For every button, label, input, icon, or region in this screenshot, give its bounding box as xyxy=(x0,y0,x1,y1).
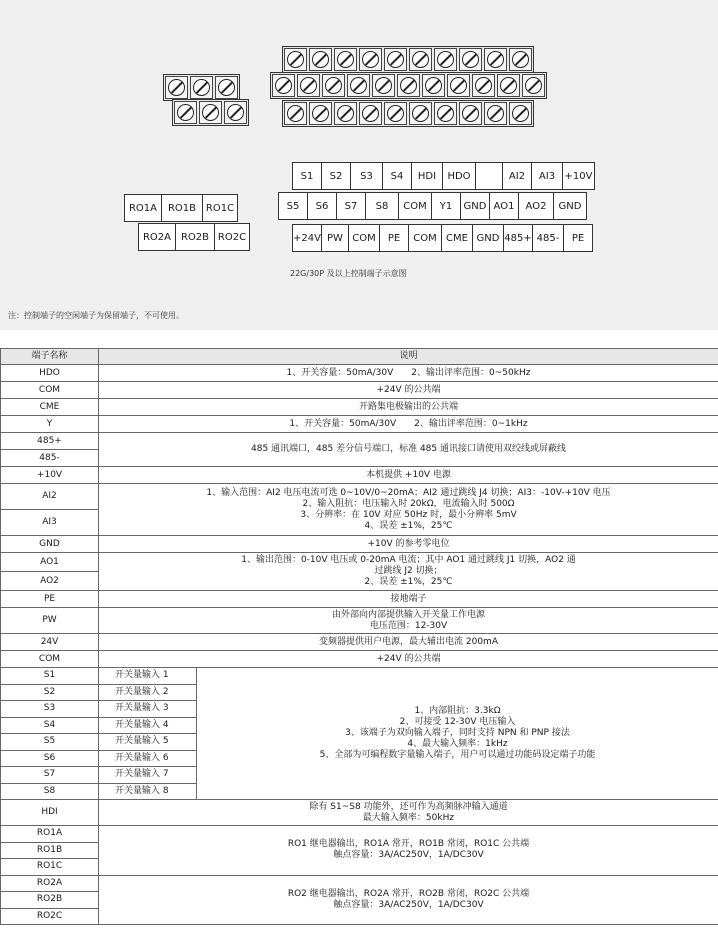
screw-terminal-icon xyxy=(334,102,357,125)
terminal-subname: 开关量输入 7 xyxy=(99,767,197,784)
terminal-label: COM xyxy=(398,192,432,220)
desc-line: 最大输入频率：50kHz xyxy=(362,812,455,823)
terminal-name: PE xyxy=(1,591,99,608)
terminal-label: GND xyxy=(553,192,587,220)
screw-terminal-icon xyxy=(309,48,332,71)
terminal-subname: 开关量输入 2 xyxy=(99,684,197,701)
relay-terminal-row-1 xyxy=(124,194,238,222)
terminal-label: GND xyxy=(472,224,504,252)
terminal-label: S4 xyxy=(382,162,412,190)
screw-terminal-icon xyxy=(284,102,307,125)
terminal-desc: 接地端子 xyxy=(99,591,718,608)
terminal-label: AO1 xyxy=(489,192,519,220)
terminal-name: AI2 xyxy=(1,484,99,510)
terminal-name: S8 xyxy=(1,783,99,800)
diagram-caption: 22G/30P 及以上控制端子示意图 xyxy=(290,269,407,278)
terminal-label: RO2B xyxy=(175,223,215,251)
screw-terminal-icon xyxy=(334,48,357,71)
desc-line: 2、误差 ±1%，25℃ xyxy=(364,577,453,587)
terminal-desc: 485 通讯端口，485 差分信号端口，标准 485 通讯接口请使用双绞线或屏蔽线 xyxy=(99,433,718,467)
terminal-name: 485+ xyxy=(1,433,99,450)
screw-terminal-icon xyxy=(347,74,370,97)
terminal-desc: 开路集电极输出的公共端 xyxy=(99,399,718,416)
desc-line: 3、该端子为双向输入端子，同时支持 NPN 和 PNP 接法 xyxy=(345,728,570,738)
screw-terminal-icon xyxy=(165,76,188,99)
screw-terminal-icon xyxy=(434,102,457,125)
terminal-name: CME xyxy=(1,399,99,416)
terminal-label: S1 xyxy=(292,162,322,190)
terminal-name: AO2 xyxy=(1,572,99,591)
terminal-name: S2 xyxy=(1,684,99,701)
header-terminal-name: 端子名称 xyxy=(1,349,99,365)
terminal-desc xyxy=(99,553,718,591)
desc-line: 由外部向内部提供输入开关量工作电源 xyxy=(332,609,486,620)
terminal-desc: 变频器提供用户电源，最大辅出电流 200mA xyxy=(99,634,718,651)
desc-line: 电压范围：12-30V xyxy=(369,620,448,631)
control-terminal-row-1 xyxy=(292,162,595,190)
screw-block-control-top xyxy=(282,46,534,73)
screw-terminal-icon xyxy=(409,48,432,71)
terminal-name: COM xyxy=(1,651,99,668)
desc-line: 1、输入范围：AI2 电压电流可选 0~10V/0~20mA；AI2 通过跳线 J4 切换；AI3：-10V-+10V 电压 xyxy=(206,487,611,498)
terminal-name: RO1C xyxy=(1,859,99,876)
terminal-subname: 开关量输入 5 xyxy=(99,734,197,751)
screw-terminal-icon xyxy=(359,102,382,125)
screw-terminal-icon xyxy=(409,102,432,125)
terminal-label: RO1A xyxy=(124,194,162,222)
terminal-label: S2 xyxy=(321,162,351,190)
terminal-desc: +24V 的公共端 xyxy=(99,651,718,668)
terminal-label: PW xyxy=(321,224,349,252)
terminal-diagram-panel xyxy=(0,0,718,330)
screw-terminal-icon xyxy=(384,48,407,71)
screw-terminal-icon xyxy=(272,74,295,97)
screw-terminal-icon xyxy=(384,102,407,125)
screw-terminal-icon xyxy=(522,74,545,97)
control-terminal-row-2 xyxy=(278,192,587,220)
screw-block-relay-top xyxy=(163,74,240,101)
terminal-label: S3 xyxy=(350,162,383,190)
terminal-name: HDI xyxy=(1,800,99,826)
screw-block-control-middle xyxy=(270,72,547,99)
screw-terminal-icon xyxy=(215,76,238,99)
screw-terminal-icon xyxy=(459,48,482,71)
terminal-name: AI3 xyxy=(1,510,99,536)
desc-line: 4、最大输入频率：1kHz xyxy=(407,739,508,749)
terminal-label: RO2C xyxy=(214,223,250,251)
terminal-name: RO1A xyxy=(1,826,99,843)
terminal-subname: 开关量输入 1 xyxy=(99,668,197,685)
desc-line: 1、内部阻抗：3.3kΩ xyxy=(414,706,501,716)
terminal-desc: 1、开关容量：50mA/30V 2、输出评率范围：0~1kHz xyxy=(99,416,718,433)
desc-line: 1、输出范围：0-10V 电压或 0-20mA 电流；其中 AO1 通过跳线 J1 切换，AO2 通 xyxy=(241,555,576,565)
screw-terminal-icon xyxy=(224,101,247,124)
terminal-name: GND xyxy=(1,536,99,553)
header-description: 说明 xyxy=(99,349,718,365)
screw-terminal-icon xyxy=(509,48,532,71)
terminal-spec-table xyxy=(0,348,718,925)
terminal-name: RO2B xyxy=(1,892,99,909)
terminal-label: PE xyxy=(379,224,409,252)
terminal-name: S1 xyxy=(1,668,99,685)
desc-line: 除有 S1~S8 功能外，还可作为高频脉冲输入通道 xyxy=(309,801,508,812)
relay-terminal-row-2 xyxy=(138,223,250,251)
screw-terminal-icon xyxy=(484,102,507,125)
reserved-terminal-note: 注：控制端子的空闲端子为保留端子，不可使用。 xyxy=(8,311,184,320)
terminal-desc: +24V 的公共端 xyxy=(99,382,718,399)
screw-terminal-icon xyxy=(199,101,222,124)
screw-terminal-icon xyxy=(509,102,532,125)
desc-line: RO2 继电器输出，RO2A 常开，RO2B 常闭，RO2C 公共端 xyxy=(287,888,530,899)
terminal-desc xyxy=(99,826,718,876)
screw-terminal-icon xyxy=(372,74,395,97)
terminal-label: S8 xyxy=(365,192,399,220)
screw-terminal-icon xyxy=(322,74,345,97)
screw-block-control-bottom xyxy=(282,100,534,127)
terminal-label: GND xyxy=(460,192,490,220)
screw-terminal-icon xyxy=(284,48,307,71)
terminal-name: S6 xyxy=(1,750,99,767)
screw-terminal-icon xyxy=(397,74,420,97)
terminal-name: PW xyxy=(1,608,99,634)
terminal-subname: 开关量输入 3 xyxy=(99,701,197,718)
desc-line: RO1 继电器输出，RO1A 常开，RO1B 常闭，RO1C 公共端 xyxy=(287,839,530,850)
screw-terminal-icon xyxy=(422,74,445,97)
terminal-label: Y1 xyxy=(431,192,461,220)
screw-terminal-icon xyxy=(309,102,332,125)
desc-line: 触点容量：3A/AC250V，1A/DC30V xyxy=(333,850,484,861)
screw-terminal-icon xyxy=(459,102,482,125)
terminal-label: HDI xyxy=(411,162,443,190)
terminal-name: RO1B xyxy=(1,842,99,859)
terminal-desc xyxy=(99,800,718,826)
terminal-label: RO1C xyxy=(202,194,238,222)
terminal-name: RO2C xyxy=(1,908,99,925)
desc-line: 3、分辨率：在 10V 对应 50Hz 时，最小分辨率 5mV xyxy=(300,509,517,520)
terminal-label: HDO xyxy=(442,162,476,190)
terminal-subname: 开关量输入 4 xyxy=(99,717,197,734)
control-terminal-row-3 xyxy=(292,224,593,252)
terminal-desc: 本机提供 +10V 电源 xyxy=(99,467,718,484)
desc-line: 过跳线 J2 切换； xyxy=(374,566,443,576)
terminal-label: S7 xyxy=(336,192,366,220)
desc-line: 2、输入阻抗：电压输入时 20kΩ，电流输入时 500Ω xyxy=(302,498,515,509)
screw-terminal-icon xyxy=(359,48,382,71)
desc-line: 4、误差 ±1%，25℃ xyxy=(364,520,453,531)
terminal-name: +10V xyxy=(1,467,99,484)
terminal-name: HDO xyxy=(1,365,99,382)
terminal-name: AO1 xyxy=(1,553,99,572)
terminal-label: COM xyxy=(408,224,442,252)
terminal-name: 24V xyxy=(1,634,99,651)
terminal-label: AI2 xyxy=(502,162,532,190)
terminal-name: Y xyxy=(1,416,99,433)
screw-terminal-icon xyxy=(434,48,457,71)
terminal-label: +10V xyxy=(562,162,595,190)
screw-terminal-icon xyxy=(472,74,495,97)
desc-line: 触点容量：3A/AC250V，1A/DC30V xyxy=(333,899,484,910)
screw-terminal-icon xyxy=(484,48,507,71)
terminal-desc xyxy=(99,608,718,634)
terminal-name: S3 xyxy=(1,701,99,718)
terminal-subname: 开关量输入 8 xyxy=(99,783,197,800)
screw-terminal-icon xyxy=(447,74,470,97)
terminal-label: RO2A xyxy=(138,223,176,251)
terminal-label: S5 xyxy=(278,192,308,220)
terminal-name: S7 xyxy=(1,767,99,784)
terminal-desc xyxy=(99,875,718,925)
terminal-name: 485- xyxy=(1,450,99,467)
terminal-desc xyxy=(99,484,718,536)
terminal-label: 485+ xyxy=(503,224,533,252)
terminal-label: +24V xyxy=(292,224,322,252)
screw-terminal-icon xyxy=(190,76,213,99)
terminal-label: S6 xyxy=(307,192,337,220)
terminal-name: S5 xyxy=(1,734,99,751)
terminal-desc xyxy=(197,668,718,800)
desc-line: 5、全部为可编程数字量输入端子，用户可以通过功能码设定端子功能 xyxy=(319,750,596,760)
screw-terminal-icon xyxy=(174,101,197,124)
terminal-desc: 1、开关容量：50mA/30V 2、输出评率范围：0~50kHz xyxy=(99,365,718,382)
terminal-label: RO1B xyxy=(161,194,203,222)
screw-terminal-icon xyxy=(497,74,520,97)
screw-terminal-icon xyxy=(297,74,320,97)
terminal-desc: +10V 的参考零电位 xyxy=(99,536,718,553)
desc-line: 2、可接受 12-30V 电压输入 xyxy=(399,717,516,727)
terminal-label: AO2 xyxy=(518,192,554,220)
screw-block-relay-bottom xyxy=(172,99,249,126)
terminal-label: 485- xyxy=(532,224,564,252)
terminal-label: CME xyxy=(441,224,473,252)
terminal-name: COM xyxy=(1,382,99,399)
terminal-label-blank xyxy=(475,162,503,190)
terminal-label: AI3 xyxy=(531,162,563,190)
terminal-subname: 开关量输入 6 xyxy=(99,750,197,767)
terminal-name: S4 xyxy=(1,717,99,734)
terminal-name: RO2A xyxy=(1,875,99,892)
terminal-label: PE xyxy=(563,224,593,252)
terminal-label: COM xyxy=(348,224,380,252)
